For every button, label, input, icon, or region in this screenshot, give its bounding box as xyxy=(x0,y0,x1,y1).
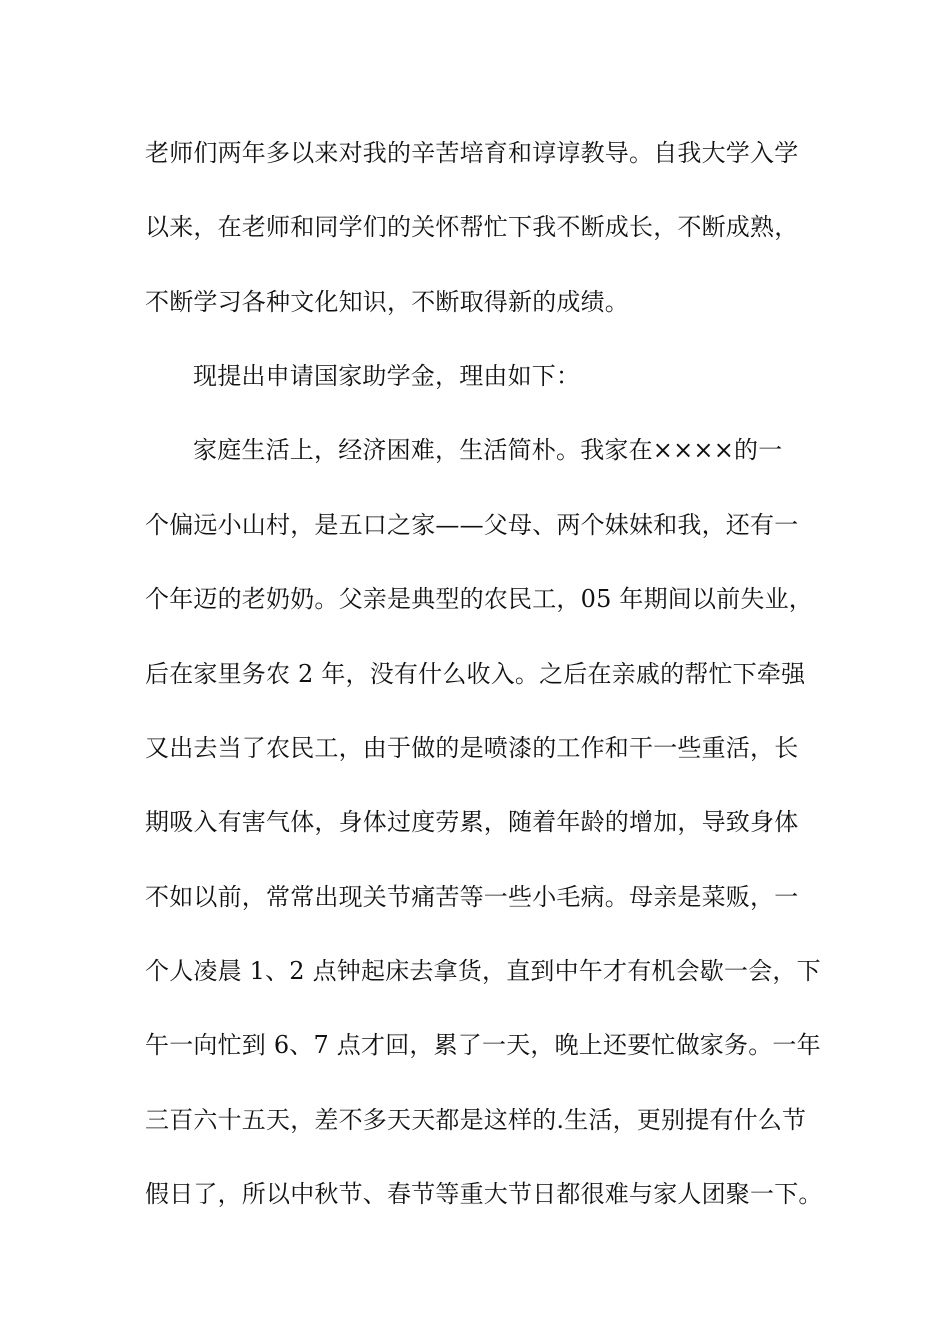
text-line: 个偏远小山村，是五口之家——父母、两个妹妹和我，还有一 xyxy=(145,511,799,539)
text-line: 又出去当了农民工，由于做的是喷漆的工作和干一些重活，长 xyxy=(145,734,799,762)
text-line: 现提出申请国家助学金，理由如下： xyxy=(193,362,581,390)
text-line: 不如以前，常常出现关节痛苦等一些小毛病。母亲是菜贩，一 xyxy=(145,883,799,911)
text-line: 个年迈的老奶奶。父亲是典型的农民工，05 年期间以前失业， xyxy=(145,585,813,613)
text-line: 个人凌晨 1、2 点钟起床去拿货，直到中午才有机会歇一会，下 xyxy=(145,957,821,985)
text-line: 午一向忙到 6、7 点才回，累了一天，晚上还要忙做家务。一年 xyxy=(145,1031,821,1059)
text-line: 期吸入有害气体，身体过度劳累，随着年龄的增加，导致身体 xyxy=(145,808,799,836)
text-line: 不断学习各种文化知识，不断取得新的成绩。 xyxy=(145,288,629,316)
text-line: 家庭生活上，经济困难，生活简朴。我家在××××的一 xyxy=(193,436,783,464)
text-line: 后在家里务农 2 年，没有什么收入。之后在亲戚的帮忙下牵强 xyxy=(145,660,806,688)
text-line: 假日了，所以中秋节、春节等重大节日都很难与家人团聚一下。 xyxy=(145,1180,823,1208)
text-line: 以来，在老师和同学们的关怀帮忙下我不断成长，不断成熟， xyxy=(145,213,799,241)
text-line: 三百六十五天，差不多天天都是这样的.生活，更别提有什么节 xyxy=(145,1106,807,1134)
text-line: 老师们两年多以来对我的辛苦培育和谆谆教导。自我大学入学 xyxy=(145,139,799,167)
